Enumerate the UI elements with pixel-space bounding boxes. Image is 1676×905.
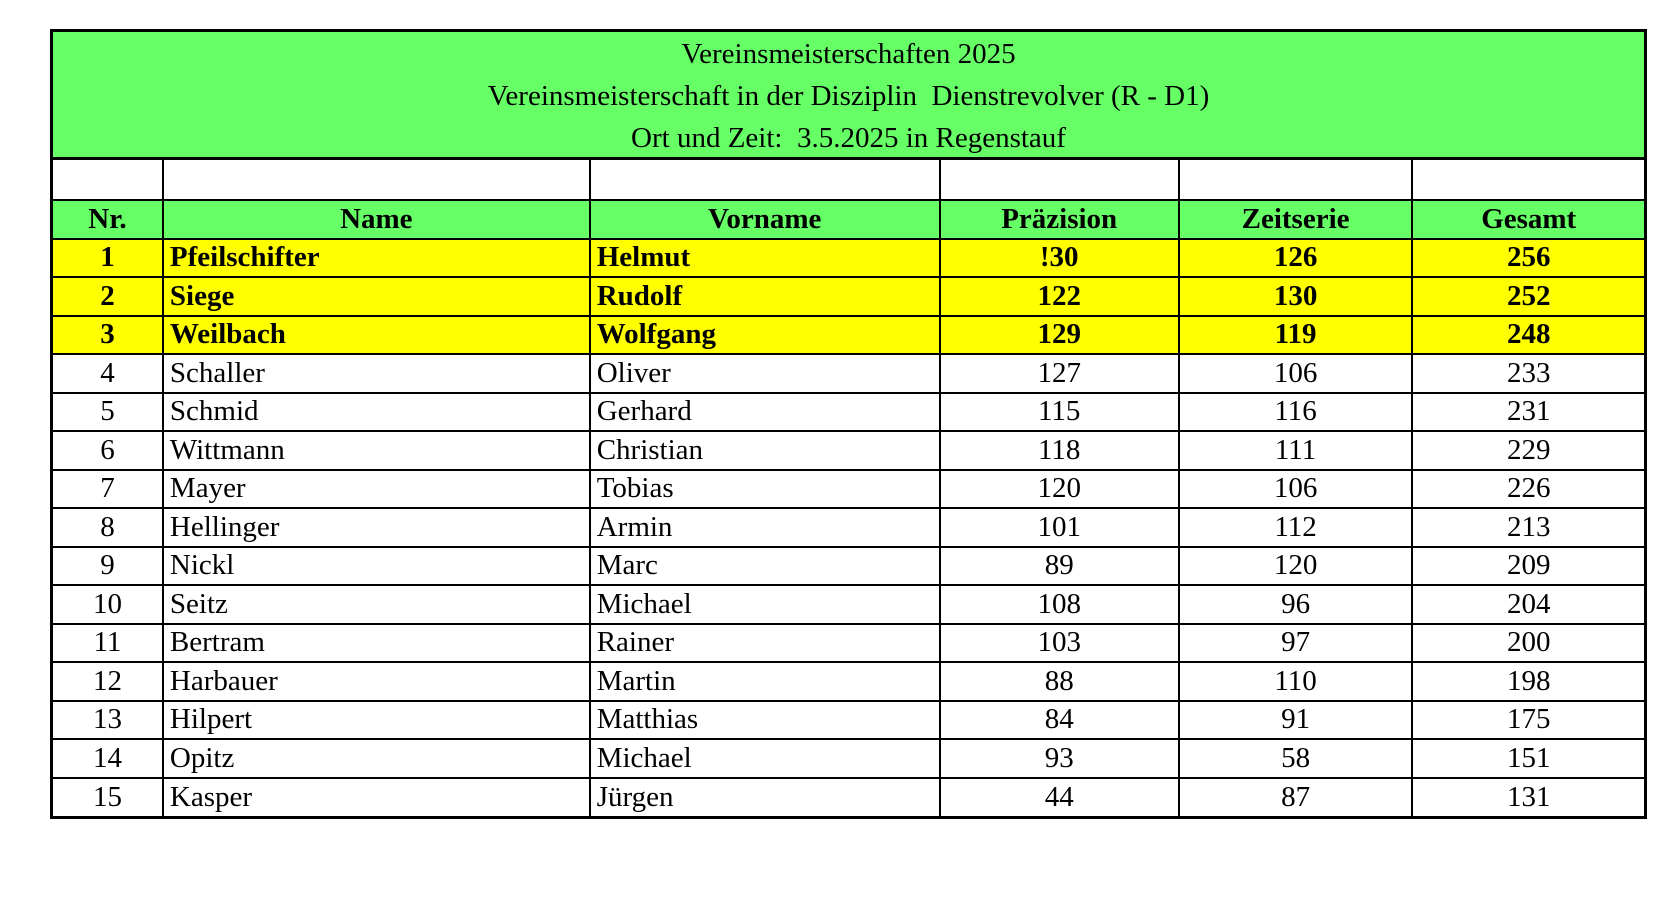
cell-praezision: 118	[940, 431, 1179, 470]
cell-nr: 4	[53, 354, 163, 393]
table-row	[53, 470, 1644, 509]
cell-name: Schaller	[163, 354, 590, 393]
table-row	[53, 739, 1644, 778]
cell-praezision: 129	[940, 316, 1179, 355]
cell-praezision: 120	[940, 470, 1179, 509]
cell-zeitserie: 112	[1179, 508, 1413, 547]
cell-name: Hellinger	[163, 508, 590, 547]
table-row	[53, 701, 1644, 740]
cell-name: Nickl	[163, 547, 590, 586]
table-row	[53, 585, 1644, 624]
empty-cell	[590, 160, 940, 200]
cell-zeitserie: 106	[1179, 354, 1413, 393]
cell-name: Siege	[163, 277, 590, 316]
cell-praezision: 122	[940, 277, 1179, 316]
discipline-title: Vereinsmeisterschaft in der Disziplin Dienstrevolver (R - D1)	[487, 79, 1210, 112]
cell-name: Harbauer	[163, 662, 590, 701]
cell-nr: 6	[53, 431, 163, 470]
cell-gesamt: 200	[1412, 624, 1644, 663]
cell-vorname: Tobias	[590, 470, 940, 509]
column-header-row	[53, 200, 1644, 239]
cell-zeitserie: 96	[1179, 585, 1413, 624]
cell-nr: 13	[53, 701, 163, 740]
table-row	[53, 624, 1644, 663]
cell-gesamt: 229	[1412, 431, 1644, 470]
table-row	[53, 778, 1644, 817]
cell-nr: 1	[53, 239, 163, 278]
cell-vorname: Armin	[590, 508, 940, 547]
cell-name: Opitz	[163, 739, 590, 778]
cell-praezision: 88	[940, 662, 1179, 701]
cell-name: Schmid	[163, 393, 590, 432]
cell-vorname: Jürgen	[590, 778, 940, 817]
cell-name: Pfeilschifter	[163, 239, 590, 278]
column-header-zeitserie: Zeitserie	[1179, 200, 1413, 239]
cell-zeitserie: 87	[1179, 778, 1413, 817]
cell-praezision: 84	[940, 701, 1179, 740]
cell-gesamt: 226	[1412, 470, 1644, 509]
cell-nr: 15	[53, 778, 163, 817]
cell-zeitserie: 91	[1179, 701, 1413, 740]
cell-nr: 14	[53, 739, 163, 778]
cell-praezision: 89	[940, 547, 1179, 586]
cell-vorname: Gerhard	[590, 393, 940, 432]
cell-praezision: 101	[940, 508, 1179, 547]
cell-zeitserie: 116	[1179, 393, 1413, 432]
title-block	[53, 32, 1644, 160]
cell-zeitserie: 119	[1179, 316, 1413, 355]
empty-cell	[163, 160, 590, 200]
cell-nr: 8	[53, 508, 163, 547]
cell-vorname: Michael	[590, 585, 940, 624]
cell-zeitserie: 130	[1179, 277, 1413, 316]
cell-gesamt: 213	[1412, 508, 1644, 547]
column-header-gesamt: Gesamt	[1412, 200, 1644, 239]
table-row	[53, 508, 1644, 547]
cell-praezision: 103	[940, 624, 1179, 663]
table-row	[53, 662, 1644, 701]
cell-name: Weilbach	[163, 316, 590, 355]
cell-gesamt: 248	[1412, 316, 1644, 355]
cell-gesamt: 151	[1412, 739, 1644, 778]
table-row	[53, 547, 1644, 586]
column-header-name: Name	[163, 200, 590, 239]
cell-praezision: 108	[940, 585, 1179, 624]
empty-cell	[1179, 160, 1413, 200]
cell-name: Kasper	[163, 778, 590, 817]
cell-zeitserie: 106	[1179, 470, 1413, 509]
cell-zeitserie: 97	[1179, 624, 1413, 663]
cell-name: Seitz	[163, 585, 590, 624]
cell-nr: 10	[53, 585, 163, 624]
cell-praezision: 93	[940, 739, 1179, 778]
podium-row	[53, 316, 1644, 355]
cell-name: Wittmann	[163, 431, 590, 470]
podium-row	[53, 277, 1644, 316]
cell-name: Bertram	[163, 624, 590, 663]
cell-zeitserie: 120	[1179, 547, 1413, 586]
cell-nr: 2	[53, 277, 163, 316]
cell-name: Mayer	[163, 470, 590, 509]
cell-nr: 11	[53, 624, 163, 663]
cell-gesamt: 198	[1412, 662, 1644, 701]
podium-row	[53, 239, 1644, 278]
cell-vorname: Marc	[590, 547, 940, 586]
sheet-title: Vereinsmeisterschaften 2025	[681, 37, 1016, 70]
cell-vorname: Oliver	[590, 354, 940, 393]
empty-cell	[940, 160, 1179, 200]
cell-praezision: 127	[940, 354, 1179, 393]
cell-vorname: Martin	[590, 662, 940, 701]
place-and-date: Ort und Zeit: 3.5.2025 in Regenstauf	[631, 121, 1066, 154]
cell-zeitserie: 110	[1179, 662, 1413, 701]
cell-gesamt: 256	[1412, 239, 1644, 278]
table-row	[53, 431, 1644, 470]
cell-vorname: Helmut	[590, 239, 940, 278]
cell-nr: 12	[53, 662, 163, 701]
cell-nr: 5	[53, 393, 163, 432]
empty-cell	[53, 160, 163, 200]
cell-vorname: Michael	[590, 739, 940, 778]
cell-praezision: !30	[940, 239, 1179, 278]
cell-gesamt: 231	[1412, 393, 1644, 432]
results-table	[53, 160, 1644, 816]
results-sheet	[50, 29, 1647, 819]
cell-vorname: Wolfgang	[590, 316, 940, 355]
table-row	[53, 393, 1644, 432]
cell-nr: 9	[53, 547, 163, 586]
cell-gesamt: 233	[1412, 354, 1644, 393]
column-header-praezision: Präzision	[940, 200, 1179, 239]
cell-vorname: Christian	[590, 431, 940, 470]
table-row	[53, 354, 1644, 393]
cell-gesamt: 252	[1412, 277, 1644, 316]
cell-gesamt: 131	[1412, 778, 1644, 817]
empty-row	[53, 160, 1644, 200]
column-header-vorname: Vorname	[590, 200, 940, 239]
cell-zeitserie: 111	[1179, 431, 1413, 470]
cell-gesamt: 209	[1412, 547, 1644, 586]
cell-name: Hilpert	[163, 701, 590, 740]
cell-gesamt: 204	[1412, 585, 1644, 624]
cell-praezision: 115	[940, 393, 1179, 432]
cell-nr: 3	[53, 316, 163, 355]
empty-cell	[1412, 160, 1644, 200]
cell-vorname: Rainer	[590, 624, 940, 663]
cell-praezision: 44	[940, 778, 1179, 817]
column-header-nr: Nr.	[53, 200, 163, 239]
cell-zeitserie: 58	[1179, 739, 1413, 778]
cell-gesamt: 175	[1412, 701, 1644, 740]
cell-vorname: Rudolf	[590, 277, 940, 316]
cell-zeitserie: 126	[1179, 239, 1413, 278]
cell-vorname: Matthias	[590, 701, 940, 740]
cell-nr: 7	[53, 470, 163, 509]
